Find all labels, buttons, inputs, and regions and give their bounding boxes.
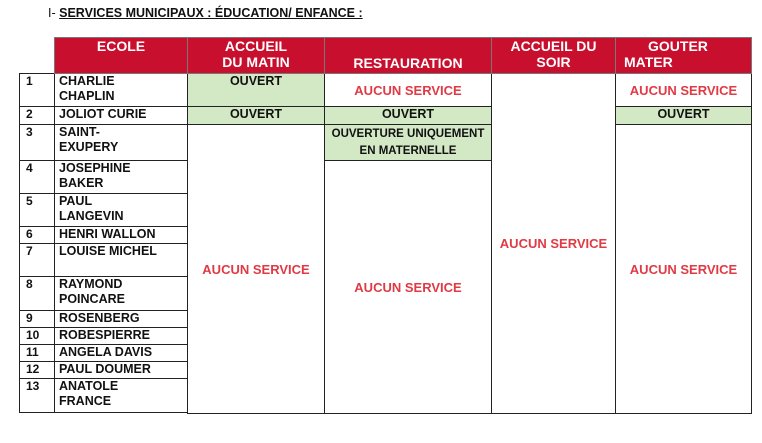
school-name-line: EXUPERY <box>59 140 119 154</box>
accueil-matin-cell: AUCUN SERVICE <box>188 125 325 414</box>
school-name <box>55 311 188 328</box>
header-gouter-line1: GOUTER <box>648 38 708 54</box>
row-number: 8 <box>20 277 55 311</box>
school-name <box>55 277 188 311</box>
school-name-line: HENRI WALLON <box>59 227 156 241</box>
school-name <box>55 328 188 345</box>
gouter-cell: AUCUN SERVICE <box>616 125 752 414</box>
section-title: SERVICES MUNICIPAUX : ÉDUCATION/ ENFANCE : <box>59 6 363 20</box>
header-blank <box>20 38 55 74</box>
header-accueil-soir-line1: ACCUEIL DU <box>510 38 597 54</box>
services-table <box>19 37 752 414</box>
row-number: 4 <box>20 161 55 194</box>
accueil-soir-cell: AUCUN SERVICE <box>492 74 616 414</box>
gouter-cell: OUVERT <box>616 107 752 125</box>
school-name <box>55 74 188 107</box>
school-name <box>55 244 188 277</box>
header-row <box>20 38 752 74</box>
school-name-line: FRANCE <box>59 394 112 408</box>
restauration-cell <box>325 125 492 161</box>
school-name-line: PAUL DOUMER <box>59 362 151 376</box>
restauration-cell: OUVERT <box>325 107 492 125</box>
row-number: 12 <box>20 362 55 379</box>
row-number: 11 <box>20 345 55 362</box>
header-accueil-soir-line2: SOIR <box>536 54 571 70</box>
restauration-cell: AUCUN SERVICE <box>325 74 492 107</box>
table-row <box>20 107 752 125</box>
school-name <box>55 125 188 161</box>
accueil-matin-cell: OUVERT <box>188 74 325 107</box>
header-accueil-matin-line2: DU MATIN <box>222 54 290 70</box>
school-name-line: LOUISE MICHEL <box>59 244 157 258</box>
school-name <box>55 194 188 227</box>
school-name <box>55 362 188 379</box>
school-name-line: CHARLIE <box>59 74 115 88</box>
header-accueil-matin <box>188 38 325 74</box>
header-gouter-line2: MATER <box>624 54 673 70</box>
school-name-line: PAUL <box>59 194 93 208</box>
header-accueil-matin-line1: ACCUEIL <box>224 38 288 54</box>
school-name-line: JOLIOT CURIE <box>59 107 147 121</box>
maternelle-line2: EN MATERNELLE <box>359 144 457 157</box>
row-number: 2 <box>20 107 55 125</box>
header-gouter <box>616 38 752 74</box>
section-number: I- <box>48 6 56 20</box>
filler-cell <box>55 413 188 414</box>
table-row <box>20 74 752 107</box>
accueil-matin-cell: OUVERT <box>188 107 325 125</box>
section-heading <box>48 6 363 20</box>
header-ecole-label: ECOLE <box>96 38 146 54</box>
school-name <box>55 379 188 413</box>
row-number: 5 <box>20 194 55 227</box>
school-name <box>55 161 188 194</box>
gouter-cell: AUCUN SERVICE <box>616 74 752 107</box>
row-number: 10 <box>20 328 55 345</box>
school-name-line: ANATOLE <box>59 379 119 393</box>
header-ecole <box>55 38 188 74</box>
school-name-line: RAYMOND <box>59 277 123 291</box>
school-name-line: LANGEVIN <box>59 209 124 223</box>
maternelle-line1: OUVERTURE UNIQUEMENT <box>331 127 485 140</box>
school-name-line: ANGELA DAVIS <box>59 345 153 359</box>
school-name-line: JOSEPHINE <box>59 161 131 175</box>
row-number: 6 <box>20 227 55 244</box>
table-row <box>20 125 752 161</box>
school-name-line: BAKER <box>59 176 104 190</box>
school-name-line: SAINT- <box>59 125 100 139</box>
school-name-line: CHAPLIN <box>59 89 115 103</box>
filler-cell <box>20 413 55 414</box>
school-name-line: ROBESPIERRE <box>59 328 150 342</box>
row-number: 3 <box>20 125 55 161</box>
school-name <box>55 345 188 362</box>
school-name-line: POINCARE <box>59 292 125 306</box>
restauration-cell: AUCUN SERVICE <box>325 161 492 414</box>
school-name-line: ROSENBERG <box>59 311 140 325</box>
row-number: 1 <box>20 74 55 107</box>
row-number: 9 <box>20 311 55 328</box>
header-restauration-label: RESTAURATION <box>353 55 463 71</box>
row-number: 13 <box>20 379 55 413</box>
school-name <box>55 107 188 125</box>
school-name <box>55 227 188 244</box>
header-accueil-soir <box>492 38 616 74</box>
header-restauration <box>325 38 492 74</box>
row-number: 7 <box>20 244 55 277</box>
